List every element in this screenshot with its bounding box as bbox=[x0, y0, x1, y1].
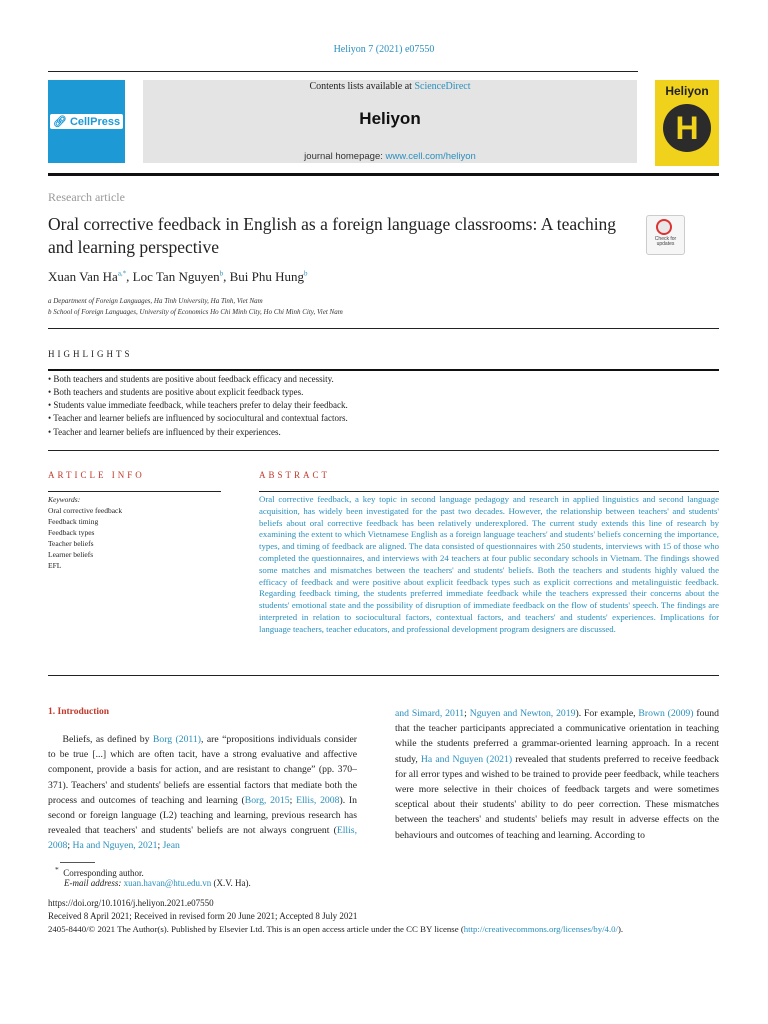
author-name[interactable]: Xuan Van Ha bbox=[48, 269, 118, 284]
corresponding-label: Corresponding author. bbox=[63, 868, 144, 878]
sciencedirect-link[interactable]: ScienceDirect bbox=[414, 81, 471, 92]
body-text: ; bbox=[157, 840, 163, 852]
abstract-heading: ABSTRACT bbox=[259, 470, 331, 480]
article-type: Research article bbox=[48, 190, 125, 204]
author-affiliation-mark[interactable]: b bbox=[219, 269, 224, 278]
cover-title: Heliyon bbox=[665, 84, 709, 98]
cellpress-logo[interactable] bbox=[48, 80, 125, 163]
body-text: found that the teacher participants appreciated a communicative orientation in teaching while the students preferred a grammar-oriented learning approach. In a recent study, bbox=[395, 708, 719, 765]
email-suffix: (X.V. Ha). bbox=[213, 878, 251, 888]
highlight-item: • Teacher and learner beliefs are influenced by sociocultural and contextual factors. bbox=[48, 413, 348, 423]
corresponding-mark: * bbox=[55, 865, 59, 874]
highlights-divider bbox=[48, 369, 719, 371]
article-title: Oral corrective feedback in English as a foreign language classrooms: A teaching and learning perspective bbox=[48, 214, 617, 257]
introduction-column-1 bbox=[48, 732, 357, 854]
journal-name: Heliyon bbox=[359, 109, 421, 128]
journal-citation[interactable]: Heliyon 7 (2021) e07550 bbox=[333, 44, 435, 55]
body-text: ). For example, bbox=[575, 708, 639, 719]
journal-homepage bbox=[143, 151, 637, 162]
citation-link[interactable]: and Simard, 2011 bbox=[395, 708, 465, 719]
divider bbox=[48, 328, 719, 329]
received-dates: Received 8 April 2021; Received in revised form 20 June 2021; Accepted 8 July 2021 bbox=[48, 911, 358, 921]
body-text: ; bbox=[67, 840, 73, 852]
body-text: ). In second or foreign language (L2) teaching and learning, previous research has revealed that teachers' and students' beliefs are not always congruent ( bbox=[48, 794, 358, 837]
header-divider bbox=[48, 71, 638, 72]
affiliation-b: b School of Foreign Languages, University of Economics Ho Chi Minh City, Ho Chi Minh City, Viet Nam bbox=[48, 308, 343, 316]
citation-link[interactable]: Nguyen and Newton, 2019 bbox=[469, 708, 576, 719]
highlight-item: • Teacher and learner beliefs are influenced by their experiences. bbox=[48, 427, 281, 437]
body-text: revealed that students preferred to receive feedback for all error types and wished to be trained to provide peer feedback, while teachers were more selective in their choices of feedback targets and were sometimes sceptical about their students' ability to do peer correction. These mismatches between the teachers' and students' beliefs may result in adverse effects on the behaviours and outcomes of teaching and learning. According to bbox=[395, 753, 720, 841]
body-text: ; bbox=[464, 708, 470, 719]
license-text: 2405-8440/© 2021 The Author(s). Published by Elsevier Ltd. This is an open access article under the CC BY license ( bbox=[48, 924, 464, 934]
highlight-item: • Both teachers and students are positive about explicit feedback types. bbox=[48, 387, 304, 397]
citation-link[interactable]: Jean bbox=[162, 840, 180, 852]
contents-line bbox=[143, 81, 637, 92]
cellpress-label: CellPress bbox=[69, 116, 121, 128]
email-label: E-mail address: bbox=[64, 878, 122, 888]
citation-link[interactable]: Ellis, 2008 bbox=[296, 794, 340, 806]
author-name[interactable]: Bui Phu Hung bbox=[229, 269, 305, 284]
link-chain-icon: 🔗︎ bbox=[52, 116, 67, 128]
check-updates-label: Check for updates bbox=[654, 236, 677, 247]
keyword-item: EFL bbox=[48, 561, 62, 570]
cover-logo: H bbox=[663, 104, 711, 152]
keyword-item: Teacher beliefs bbox=[48, 539, 94, 548]
body-text: ; bbox=[289, 794, 297, 806]
keyword-item: Feedback types bbox=[48, 528, 95, 537]
author-list: Xuan Van $Ha^{a,*}$, Loc Tan Nguyen$^b$, Bui Phu Hung$^b$ bbox=[48, 269, 308, 284]
author-name[interactable]: Loc Tan Nguyen bbox=[132, 269, 220, 284]
footnote-divider bbox=[60, 862, 95, 863]
contents-prefix: Contents lists available at bbox=[309, 81, 415, 92]
keyword-item: Oral corrective feedback bbox=[48, 506, 123, 515]
license-link[interactable]: http://creativecommons.org/licenses/by/4.0/ bbox=[463, 924, 618, 934]
article-info-divider bbox=[48, 491, 221, 492]
introduction-heading: 1. Introduction bbox=[48, 707, 110, 717]
email-link[interactable]: xuan.havan@htu.edu.vn bbox=[123, 878, 212, 888]
highlights-heading: HIGHLIGHTS bbox=[48, 349, 133, 359]
citation-link[interactable]: Brown (2009) bbox=[638, 708, 694, 719]
introduction-column-2 bbox=[395, 706, 719, 843]
abstract-text: Oral corrective feedback, a key topic in second language pedagogy and research in applied linguistics and second language acquisition, has widely been investigated for the past two decades. However, the relationship between teachers' and students' beliefs about oral corrective feedback has been relatively underexplored. The current study extends this line of research by examining the extent to which Vietnamese English as a foreign language teachers' and students' beliefs concerning the importance, types, and timing of feedback are aligned. The data consisted of questionnaires with 250 students, interviews with 15 of those who completed the questionnaires, and interviews with 24 teachers at four public secondary schools in Vietnam. The findings showed some matches and mismatches between the teachers' and students' beliefs. Both the teachers and students highly valued the efficacy of feedback and were positive about explicit feedback types such as explicit corrections and metalinguistic feedback. Regarding feedback timing, the students preferred immediate feedback while the teachers expressed their concerns about the students' emotional state and the possibility of disruption of immediate feedback on the flow of students' speech. The findings are interpreted in relation to sociocultural factors, contextual factors, and teachers' and students' experiences. Implications for language teachers, teacher educators, and professional development program designers are discussed. bbox=[259, 494, 719, 634]
email-line bbox=[64, 878, 251, 888]
check-updates-icon bbox=[656, 219, 672, 235]
divider bbox=[48, 675, 719, 676]
citation-link[interactable]: Borg, 2015 bbox=[244, 794, 290, 806]
article-info-heading: ARTICLE INFO bbox=[48, 470, 145, 480]
author-affiliation-mark[interactable]: b bbox=[304, 269, 308, 278]
citation-link[interactable]: Ha and Nguyen, 2021 bbox=[72, 840, 158, 852]
license-line bbox=[48, 924, 623, 934]
keyword-item: Learner beliefs bbox=[48, 550, 94, 559]
abstract-divider bbox=[259, 491, 719, 492]
highlight-item: • Both teachers and students are positive about feedback efficacy and necessity. bbox=[48, 374, 334, 384]
affiliation-a: a Department of Foreign Languages, Ha Tinh University, Ha Tinh, Viet Nam bbox=[48, 297, 263, 305]
author-affiliation-mark[interactable]: a,* bbox=[117, 269, 127, 278]
keywords-label: Keywords: bbox=[48, 495, 81, 504]
body-text: , are “propositions individuals consider to be true [...] which are often tacit, have a strong evaluative and affective component, provide a basis for action, and are resistant to change” (pp. 370–371). Teachers' and students' beliefs are essential factors that mediate both the process and outcomes of teaching and learning ( bbox=[48, 734, 357, 806]
homepage-prefix: journal homepage: bbox=[304, 151, 386, 162]
citation-link[interactable]: Ha and Nguyen (2021) bbox=[420, 753, 513, 765]
keyword-item: Feedback timing bbox=[48, 517, 99, 526]
divider bbox=[48, 450, 719, 451]
header-thick-divider bbox=[48, 173, 719, 176]
cellpress-badge bbox=[50, 114, 123, 129]
highlight-item: • Students value immediate feedback, while teachers prefer to delay their feedback. bbox=[48, 400, 348, 410]
doi-link[interactable]: https://doi.org/10.1016/j.heliyon.2021.e07550 bbox=[48, 898, 214, 908]
citation-link[interactable]: Ellis, 2008 bbox=[48, 825, 357, 852]
homepage-link[interactable]: www.cell.com/heliyon bbox=[385, 151, 476, 162]
citation-link[interactable]: Borg (2011) bbox=[152, 734, 201, 745]
license-suffix: ). bbox=[618, 924, 624, 934]
corresponding-author-note bbox=[55, 865, 144, 878]
body-text: Beliefs, as defined by bbox=[62, 734, 153, 745]
